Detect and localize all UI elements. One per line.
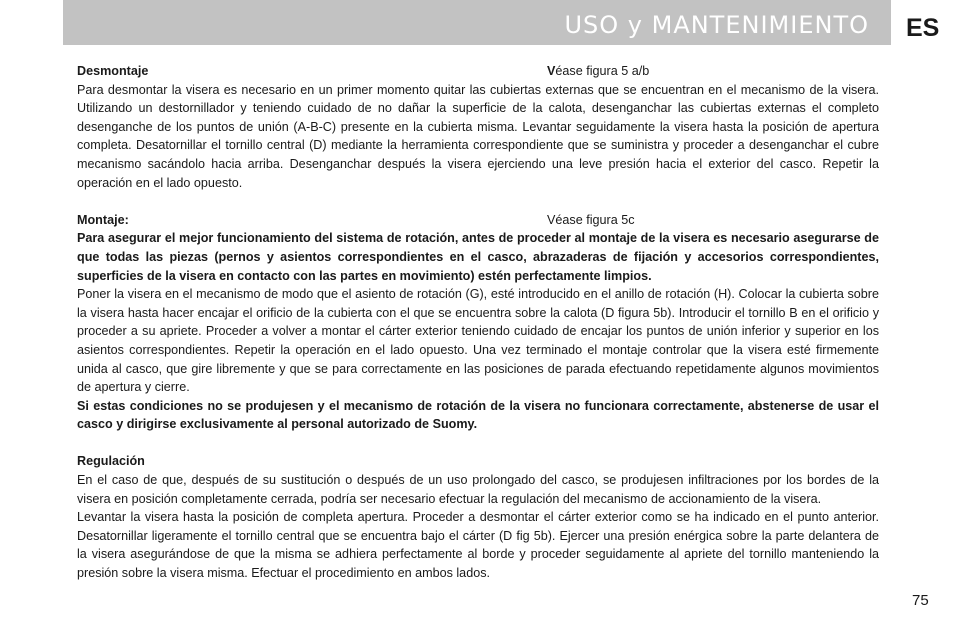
paragraph-montaje-intro: Para asegurar el mejor funcionamiento del sistema de rotación, antes de proceder al montaje de la visera es necesario asegurarse de que todas las piezas (pernos y asientos correspondientes en el casco, abrazaderas de fijación y accesorios correspondientes, superficies de la visera en contacto con las partes en movimiento) estén perfectamente limpios. [77,231,879,283]
manual-content [77,62,879,583]
section-heading-desmontaje: Desmontaje [77,64,149,78]
section-header-desmontaje [77,62,879,81]
paragraph-desmontaje: Para desmontar la visera es necesario en un primer momento quitar las cubiertas externas que se encuentran en el mecanismo de la visera. Utilizando un destornillador y teniendo cuidado de no dañar la superficie de la calota, desenganchar las cubiertas externas el completo desenganche de los puntos de unión (A-B-C) presente en la cubierta misma. Levantar seguidamente la visera hasta la posición de apertura completa. Desatornillar el tornillo central (D) mediante la herramienta correspondiente que se suministra y proceder a desenganchar el cubre mecanismo sacándolo hacia arriba. Desenganchar después la visera ejerciendo una leve presión hacia el exterior del casco. Repetir la operación en el lado opuesto. [77,82,879,190]
figure-reference-desmontaje [547,62,649,81]
header-bar [63,0,891,45]
paragraph-montaje-body: Poner la visera en el mecanismo de modo que el asiento de rotación (G), esté introducido en el anillo de rotación (H). Colocar la cubierta sobre la visera hasta hacer encajar el orificio de la cubierta con el que se encuentra sobre la calota (D figura 5b). Introducir el tornillo B en el orificio y proceder a su apriete. Proceder a volver a montar el cárter exterior teniendo cuidado de encajar los puntos de unión inferior y superior en los asientos correspondientes. Repetir la operación en el lado opuesto. Una vez terminado el montaje controlar que la visera esté firmemente unida al casco, que gire libremente y que se para correctamente en las posiciones de parada efectuando repetidamente algunos movimientos de apertura y cierre. [77,287,879,395]
paragraph-montaje-warning: Si estas condiciones no se produjesen y el mecanismo de rotación de la visera no funcionara correctamente, abstenerse de usar el casco y dirigirse exclusivamente al personal autorizado de Suomy. [77,398,879,432]
figure-reference-rest: éase figura 5 a/b [555,64,650,78]
section-header-montaje [77,211,879,230]
section-heading-regulacion: Regulación [77,454,145,469]
figure-reference-initial: V [547,64,556,78]
section-header-regulacion [77,452,879,471]
page-number: 75 [912,592,929,609]
section-spacer [77,434,879,453]
section-spacer [77,192,879,211]
page-title: USO y MANTENIMIENTO [564,11,869,39]
paragraph-regulacion-2: Levantar la visera hasta la posición de completa apertura. Proceder a desmontar el cárter exterior como se ha indicado en el punto anterior. Desatornillar ligeramente el tornillo central que se encuentra bajo el cárter (D fig 5b). Ejercer una presión enérgica sobre la parte delantera de la visera asegurándose de que la misma se adhiera perfectamente al borde y proceder seguidamente al apriete del tornillo manteniendo la presión sobre la visera misma. Efectuar el procedimiento en ambos lados. [77,510,879,581]
language-code: ES [906,14,940,42]
paragraph-regulacion-1: En el caso de que, después de su sustitución o después de un uso prolongado del casco, se produjesen infiltraciones por los bordes de la visera en posición completamente cerrada, podría ser necesario efectuar la regulación del mecanismo de accionamiento de la visera. [77,473,879,506]
figure-reference-montaje: Véase figura 5c [547,212,635,227]
section-heading-montaje: Montaje: [77,212,129,227]
